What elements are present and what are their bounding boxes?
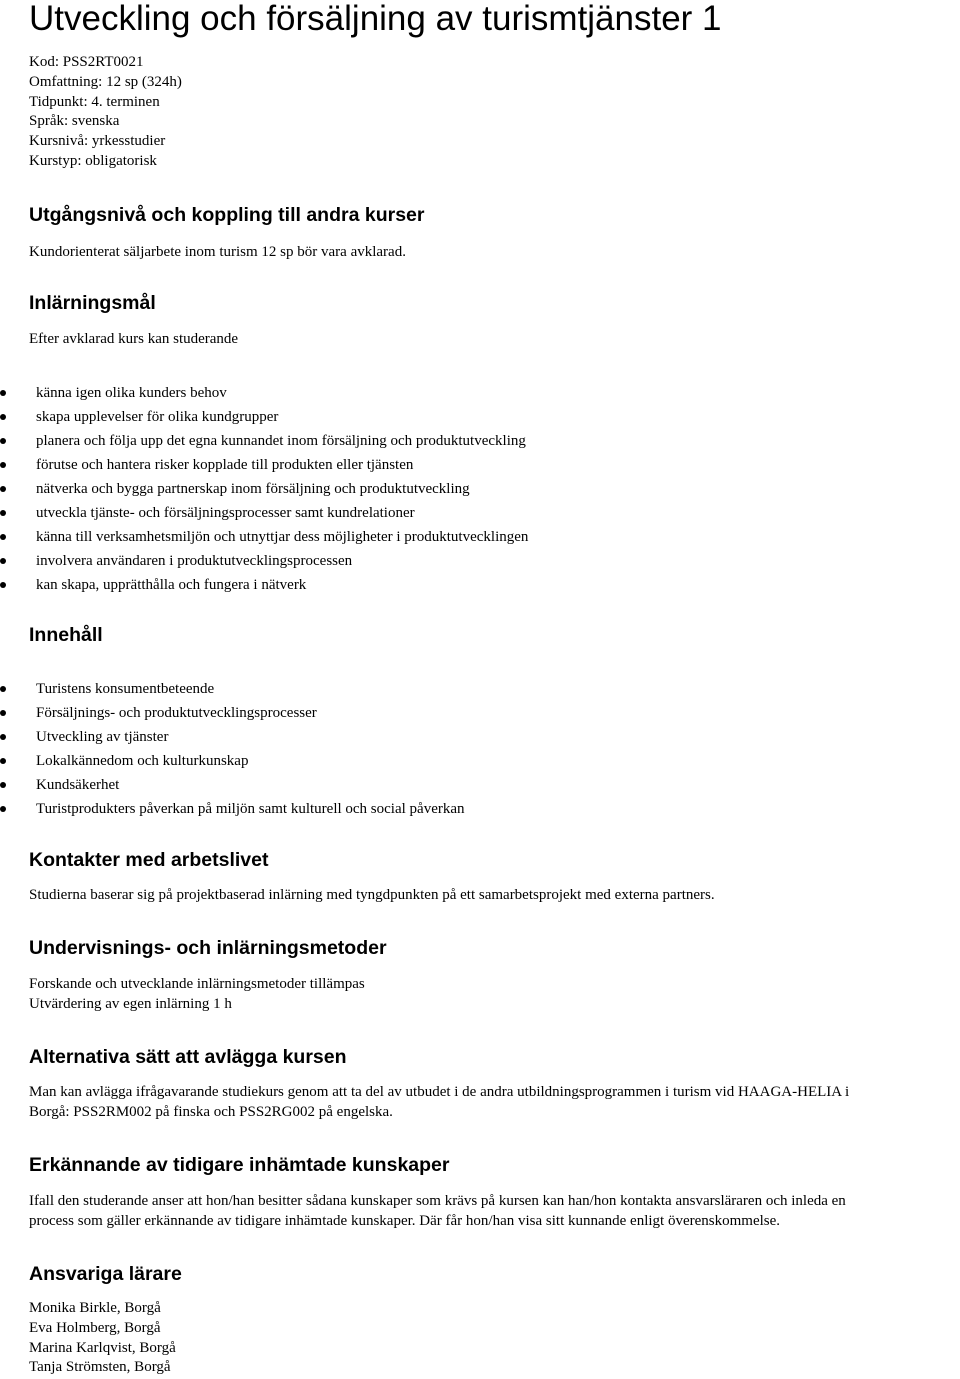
- section-heading-methods: Undervisnings- och inlärningsmetoder: [29, 937, 387, 959]
- prerequisites-text: Kundorienterat säljarbete inom turism 12 sp bör vara avklarad.: [29, 244, 406, 260]
- recognition-text: [29, 1192, 846, 1232]
- meta-code: Kod: PSS2RT0021: [29, 54, 144, 70]
- section-heading-alternatives: Alternativa sätt att avlägga kursen: [29, 1046, 347, 1068]
- teacher-name: Tanja Strömsten, Borgå: [29, 1359, 171, 1376]
- meta-level: Kursnivå: yrkesstudier: [29, 133, 166, 150]
- list-item: Turistens konsumentbeteende: [0, 677, 465, 701]
- teacher-name: Marina Karlqvist, Borgå: [29, 1339, 176, 1356]
- list-item: planera och följa upp det egna kunnandet inom försäljning och produktutveckling: [0, 429, 528, 453]
- page-title: Utveckling och försäljning av turismtjänster 1: [29, 0, 722, 38]
- list-item: Kundsäkerhet: [0, 773, 465, 797]
- bullet-icon: [0, 710, 6, 716]
- section-heading-recognition: Erkännande av tidigare inhämtade kunskaper: [29, 1154, 450, 1176]
- bullet-icon: [0, 686, 6, 692]
- section-heading-objectives: Inlärningsmål: [29, 292, 156, 314]
- list-item: känna igen olika kunders behov: [0, 381, 528, 405]
- bullet-icon: [0, 582, 6, 588]
- bullet-icon: [0, 390, 6, 396]
- bullet-icon: [0, 806, 6, 812]
- bullet-icon: [0, 534, 6, 540]
- methods-line: Utvärdering av egen inlärning 1 h: [29, 995, 232, 1012]
- section-heading-content: Innehåll: [29, 624, 103, 646]
- meta-type: Kurstyp: obligatorisk: [29, 152, 157, 169]
- meta-timing: Tidpunkt: 4. terminen: [29, 93, 160, 110]
- list-item: Lokalkännedom och kulturkunskap: [0, 749, 465, 773]
- list-item: känna till verksamhetsmiljön och utnyttjar dess möjligheter i produktutvecklingen: [0, 525, 528, 549]
- list-item: Försäljnings- och produktutvecklingsprocesser: [0, 701, 465, 725]
- bullet-icon: [0, 462, 6, 468]
- objectives-list: [0, 381, 528, 597]
- list-item: kan skapa, upprätthålla och fungera i nätverk: [0, 573, 528, 597]
- list-item: skapa upplevelser för olika kundgrupper: [0, 405, 528, 429]
- methods-text: [29, 975, 365, 1015]
- bullet-icon: [0, 782, 6, 788]
- bullet-icon: [0, 558, 6, 564]
- bullet-icon: [0, 758, 6, 764]
- teacher-name: Eva Holmberg, Borgå: [29, 1319, 161, 1336]
- bullet-icon: [0, 414, 6, 420]
- bullet-icon: [0, 438, 6, 444]
- meta-scope: Omfattning: 12 sp (324h): [29, 73, 182, 90]
- teacher-name: Monika Birkle, Borgå: [29, 1300, 161, 1316]
- list-item: nätverka och bygga partnerskap inom försäljning och produktutveckling: [0, 477, 528, 501]
- list-item: förutse och hantera risker kopplade till produkten eller tjänsten: [0, 453, 528, 477]
- list-item: utveckla tjänste- och försäljningsprocesser samt kundrelationer: [0, 501, 528, 525]
- course-meta: [29, 53, 182, 172]
- alternatives-line: Man kan avlägga ifrågavarande studiekurs genom att ta del av utbudet i de andra utbildningsprogrammen i turism vid HAAGA-HELIA i: [29, 1084, 850, 1100]
- alternatives-text: [29, 1083, 849, 1123]
- teachers-list: [29, 1299, 176, 1378]
- content-list: [0, 677, 465, 821]
- objectives-intro: Efter avklarad kurs kan studerande: [29, 331, 239, 347]
- list-item: Turistprodukters påverkan på miljön samt kulturell och social påverkan: [0, 797, 465, 821]
- methods-line: Forskande och utvecklande inlärningsmetoder tillämpas: [29, 976, 365, 992]
- bullet-icon: [0, 486, 6, 492]
- list-item: Utveckling av tjänster: [0, 725, 465, 749]
- bullet-icon: [0, 510, 6, 516]
- section-heading-teachers: Ansvariga lärare: [29, 1263, 182, 1285]
- meta-language: Språk: svenska: [29, 113, 120, 130]
- recognition-line: Ifall den studerande anser att hon/han besitter sådana kunskaper som krävs på kursen kan han/hon kontakta ansvarsläraren och inleda en: [29, 1193, 846, 1209]
- bullet-icon: [0, 734, 6, 740]
- recognition-line: process som gäller erkännande av tidigare inhämtade kunskaper. Där får hon/han visa sitt kunnande enligt överenskommelse.: [29, 1212, 781, 1229]
- work-life-text: Studierna baserar sig på projektbaserad inlärning med tyngdpunkten på ett samarbetsprojekt med externa partners.: [29, 887, 715, 903]
- alternatives-line: Borgå: PSS2RM002 på finska och PSS2RG002 på engelska.: [29, 1103, 393, 1120]
- section-heading-prerequisites: Utgångsnivå och koppling till andra kurser: [29, 204, 425, 226]
- section-heading-work-life: Kontakter med arbetslivet: [29, 849, 269, 871]
- list-item: involvera användaren i produktutvecklingsprocessen: [0, 549, 528, 573]
